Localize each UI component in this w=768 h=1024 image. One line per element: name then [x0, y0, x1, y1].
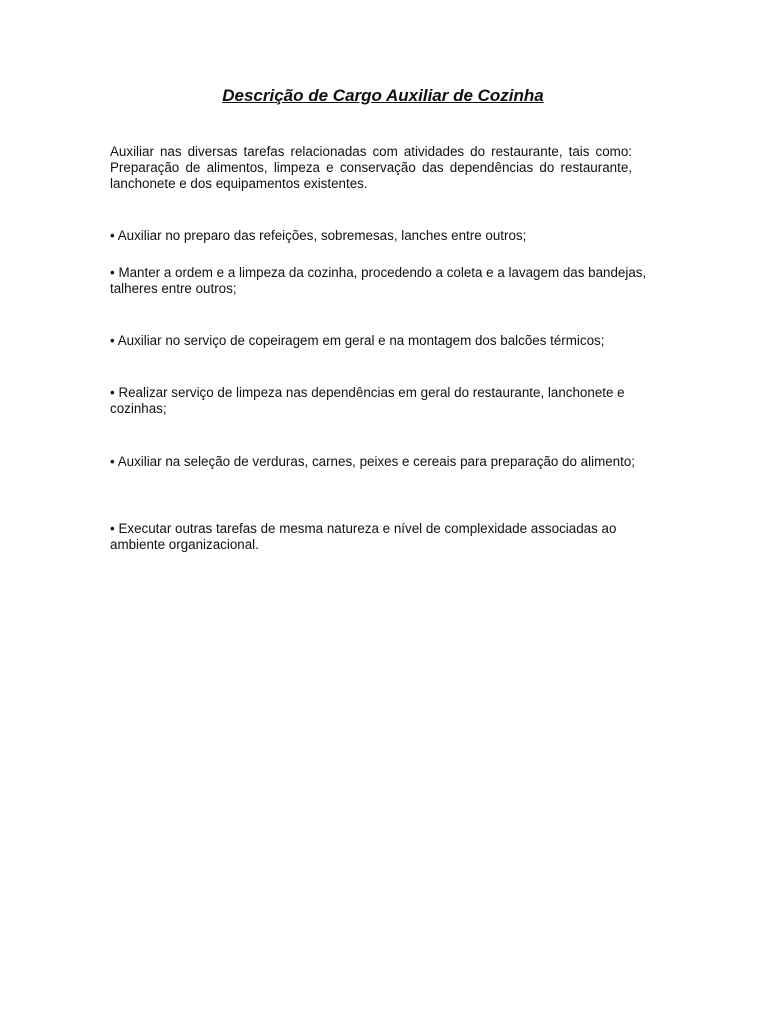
bullet-glyph: •: [110, 333, 115, 348]
list-item-text: Executar outras tarefas de mesma natureza e nível de complexidade associadas ao ambiente organizacional.: [110, 521, 617, 552]
bullet-glyph: •: [110, 385, 115, 400]
list-item-text: Manter a ordem e a limpeza da cozinha, procedendo a coleta e a lavagem das bandejas, talheres entre outros;: [110, 265, 647, 296]
list-item: [110, 385, 658, 417]
list-item: [110, 333, 658, 349]
bullet-glyph: •: [110, 521, 115, 536]
list-item: [110, 454, 658, 470]
list-item: [110, 265, 658, 297]
intro-paragraph: Auxiliar nas diversas tarefas relacionadas com atividades do restaurante, tais como: Preparação de alimentos, limpeza e conservação das dependências do restaurante, lanchonete e dos equipamentos existentes.: [110, 144, 632, 191]
bullet-glyph: •: [110, 228, 115, 243]
list-item-text: Auxiliar no serviço de copeiragem em geral e na montagem dos balcões térmicos;: [117, 333, 605, 348]
bullet-glyph: •: [110, 265, 115, 280]
list-item-text: Auxiliar na seleção de verduras, carnes, peixes e cereais para preparação do alimento;: [117, 454, 636, 469]
list-item-text: Realizar serviço de limpeza nas dependências em geral do restaurante, lanchonete e cozinhas;: [110, 385, 625, 416]
list-item: [110, 228, 658, 244]
list-item-text: Auxiliar no preparo das refeições, sobremesas, lanches entre outros;: [117, 228, 527, 243]
bullet-glyph: •: [110, 454, 115, 469]
list-item: [110, 521, 658, 553]
document-title: Descrição de Cargo Auxiliar de Cozinha: [222, 86, 544, 105]
